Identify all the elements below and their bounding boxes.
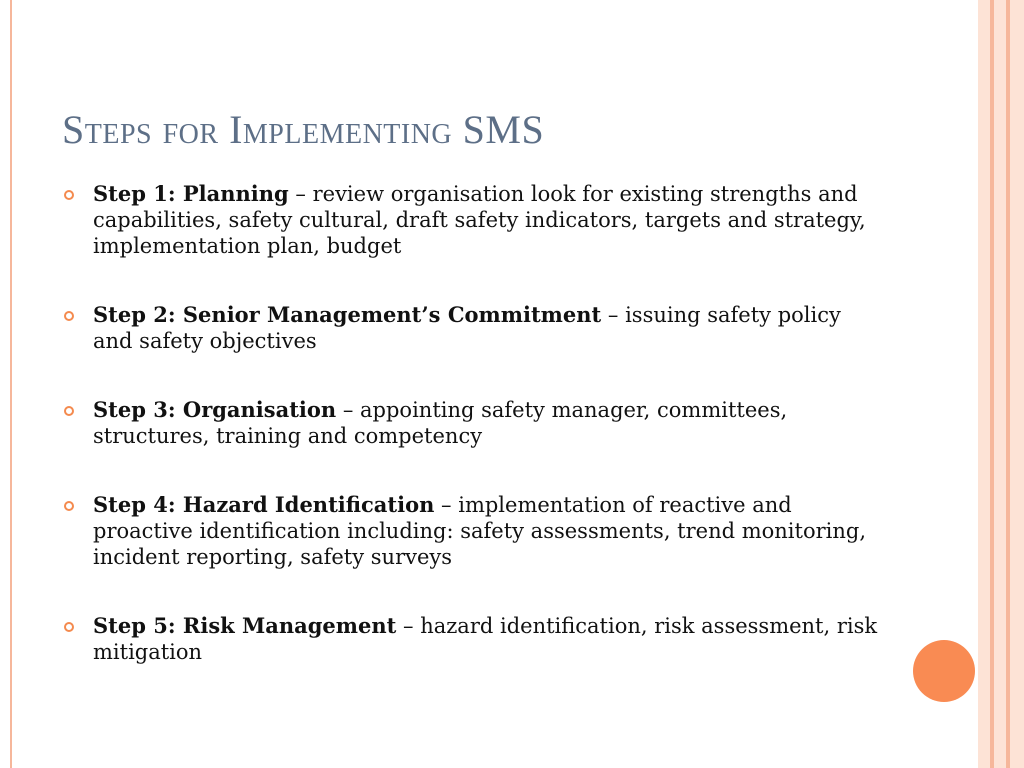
- step-description: – hazard identification, risk assessment, risk mitigation: [93, 614, 878, 664]
- step-label: Step 1: Planning: [93, 181, 289, 206]
- steps-list: [62, 181, 882, 708]
- bullet-icon: [64, 622, 74, 632]
- step-description: – implementation of reactive and proactive identification including: safety assessments, trend monitoring, incident reporting, safety surveys: [93, 493, 866, 569]
- step-description: – appointing safety manager, committees, structures, training and competency: [93, 398, 788, 448]
- step-label: Step 5: Risk Management: [93, 613, 397, 638]
- step-item-3: [62, 397, 882, 449]
- bullet-icon: [64, 311, 74, 321]
- step-item-4: [62, 492, 882, 570]
- bullet-icon: [64, 501, 74, 511]
- bullet-icon: [64, 190, 74, 200]
- slide-title: Steps for Implementing SMS: [62, 107, 545, 152]
- left-border-line: [10, 0, 12, 768]
- step-item-2: [62, 302, 882, 354]
- step-item-1: [62, 181, 882, 259]
- step-item-5: [62, 613, 882, 665]
- step-label: Step 3: Organisation: [93, 397, 337, 422]
- step-description: – issuing safety policy and safety objectives: [93, 303, 841, 353]
- decorative-circle: [913, 640, 975, 702]
- step-label: Step 2: Senior Management’s Commitment: [93, 302, 602, 327]
- right-border-stripes: [978, 0, 1024, 768]
- step-label: Step 4: Hazard Identification: [93, 492, 435, 517]
- bullet-icon: [64, 406, 74, 416]
- step-description: – review organisation look for existing strengths and capabilities, safety cultural, draft safety indicators, targets and strategy, implementation plan, budget: [93, 182, 866, 258]
